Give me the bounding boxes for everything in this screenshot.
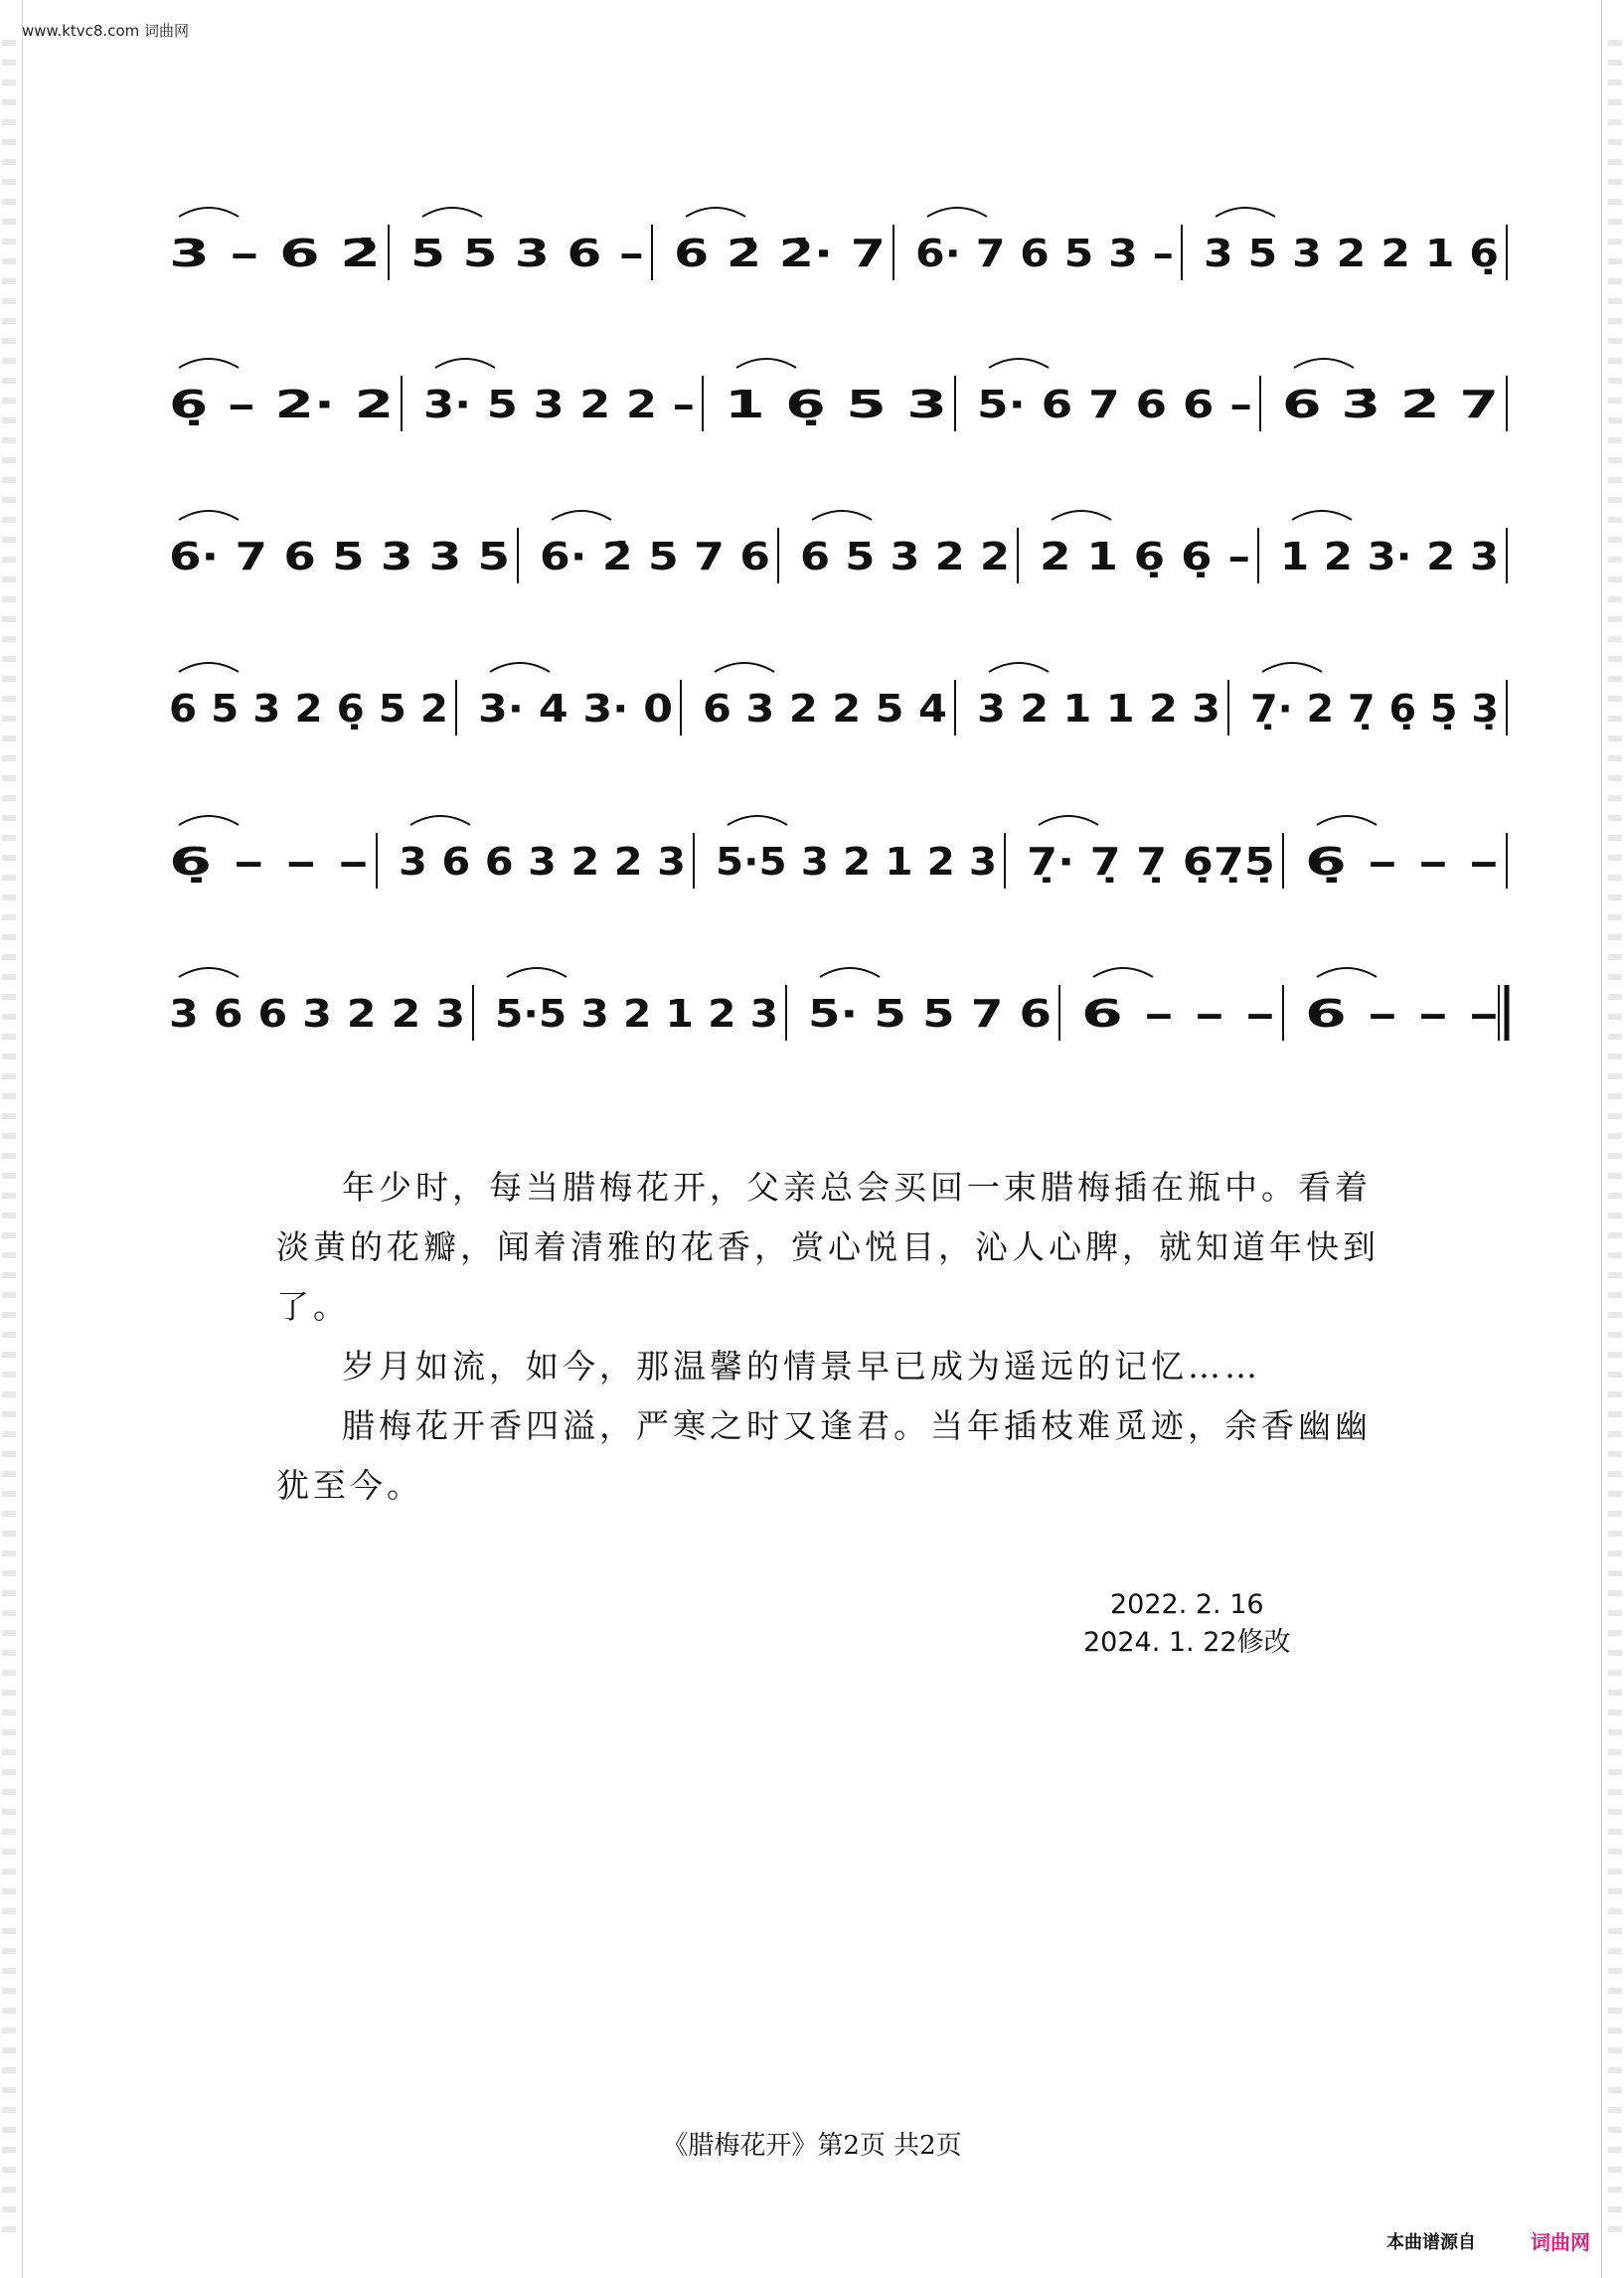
score-measure: 3 5 3 2 2 1 6̣ xyxy=(1204,232,1499,275)
slur-arc xyxy=(989,663,1049,672)
source-note: 本曲谱源自 xyxy=(1386,2232,1476,2253)
prose-block xyxy=(276,1158,1380,1516)
score-measure: 6 2̇ 2̇· 7 xyxy=(674,232,886,275)
score-measure: 6 3 2 2 5 4 xyxy=(703,687,947,731)
slur-arc xyxy=(179,208,239,217)
slur-arc xyxy=(179,663,239,672)
page-footer: 《腊梅花开》第2页 共2页 xyxy=(662,2131,962,2161)
slur-arc xyxy=(736,359,796,368)
slur-arc xyxy=(490,663,550,672)
slur-arc xyxy=(686,208,745,217)
slur-arc xyxy=(179,511,239,520)
score-measure: 5 5 3 6 – xyxy=(410,232,644,275)
score-measure: 6̣ – – – xyxy=(169,840,369,884)
score-measure: 5· 5 5 7 6 xyxy=(808,992,1052,1036)
revised-date: 2024. 1. 22修改 xyxy=(1083,1627,1291,1658)
slur-arc xyxy=(410,816,470,825)
score-measure: 6· 7 6 5 3 – xyxy=(915,232,1174,275)
prose-paragraph-2: 岁月如流，如今，那温馨的情景早已成为遥远的记忆…… xyxy=(342,1347,1261,1385)
slur-arc xyxy=(1039,816,1098,825)
slur-arc xyxy=(179,968,239,977)
score-measure: 6 5 3 2 6̣ 5 2 xyxy=(169,687,448,731)
score-measure: 1 2 3· 2 3 xyxy=(1280,535,1499,578)
written-date: 2022. 2. 16 xyxy=(1110,1589,1264,1620)
slur-arc xyxy=(927,208,987,217)
score-measure: 3 2 1 1 2 3 xyxy=(977,687,1220,731)
slur-arc xyxy=(552,511,611,520)
slur-arc xyxy=(1216,208,1275,217)
slur-arc xyxy=(1262,663,1322,672)
score-measure: 6 3̇ 2̇ 7 xyxy=(1282,383,1499,426)
slur-arc xyxy=(179,816,239,825)
score-measure: 7̣· 7̣ 7̣ 6̣7̣5̣ xyxy=(1027,840,1275,884)
slur-arc xyxy=(422,208,482,217)
score-measure: 6· 2̇ 5 7 6 xyxy=(540,535,770,578)
slur-arc xyxy=(507,968,567,977)
score-measure: 2 1 6̣ 6̣ – xyxy=(1040,535,1250,578)
slur-arc xyxy=(820,968,880,977)
slur-arc xyxy=(728,816,787,825)
score-measure: 6 – – – xyxy=(1305,992,1499,1036)
slur-arc xyxy=(1292,511,1352,520)
slur-arc xyxy=(179,359,239,368)
slur-arc xyxy=(1317,968,1377,977)
slur-arc xyxy=(715,663,774,672)
site-url[interactable]: www.ktvc8.com 词曲网 xyxy=(22,22,190,40)
score-measure: 3· 4 3· 0 xyxy=(478,687,673,731)
score-measure: 6 – – – xyxy=(1081,992,1275,1036)
score-measure: 6̣ – 2· 2 xyxy=(169,383,394,426)
site-logo[interactable]: 词曲网 xyxy=(1531,2230,1590,2254)
score-measure: 5·5 3 2 1 2 3 xyxy=(495,992,778,1036)
score-measure: 3 – 6 2̇ xyxy=(169,232,381,275)
slur-arc xyxy=(1317,816,1377,825)
score-canvas xyxy=(0,0,1624,1113)
slur-arc xyxy=(989,359,1049,368)
jianpu-score xyxy=(0,0,1624,1113)
score-measure: 5· 6 7 6 6 – xyxy=(977,383,1252,426)
slur-arc xyxy=(812,511,872,520)
score-measure: 3· 5 3 2 2 – xyxy=(423,383,695,426)
score-measure: 7̣· 2 7̣ 6̣ 5̣ 3̣ xyxy=(1250,687,1499,731)
score-measure: 6̣ – – – xyxy=(1305,840,1499,884)
score-measure: 3 6 6 3 2 2 3 xyxy=(399,840,686,884)
slur-arc xyxy=(1294,359,1354,368)
score-measure: 5·5 3 2 1 2 3 xyxy=(716,840,997,884)
date-block xyxy=(1083,1586,1291,1662)
slur-arc xyxy=(435,359,495,368)
prose-paragraph-3: 腊梅花开香四溢，严寒之时又逢君。当年插枝难觅迹，余香幽幽犹至今。 xyxy=(276,1406,1372,1505)
prose-paragraph-1: 年少时，每当腊梅花开，父亲总会买回一束腊梅插在瓶中。看着淡黄的花瓣，闻着清雅的花香，赏心悦目，沁人心脾，就知道年快到了。 xyxy=(276,1168,1380,1326)
score-measure: 1 6̣ 5 3 xyxy=(725,383,947,426)
slur-arc xyxy=(1052,511,1111,520)
score-measure: 6· 7 6 5 3 3 5 xyxy=(169,535,510,578)
slur-arc xyxy=(1093,968,1153,977)
score-measure: 6 5 3 2 2 xyxy=(800,535,1010,578)
score-measure: 3 6 6 3 2 2 3 xyxy=(169,992,465,1036)
